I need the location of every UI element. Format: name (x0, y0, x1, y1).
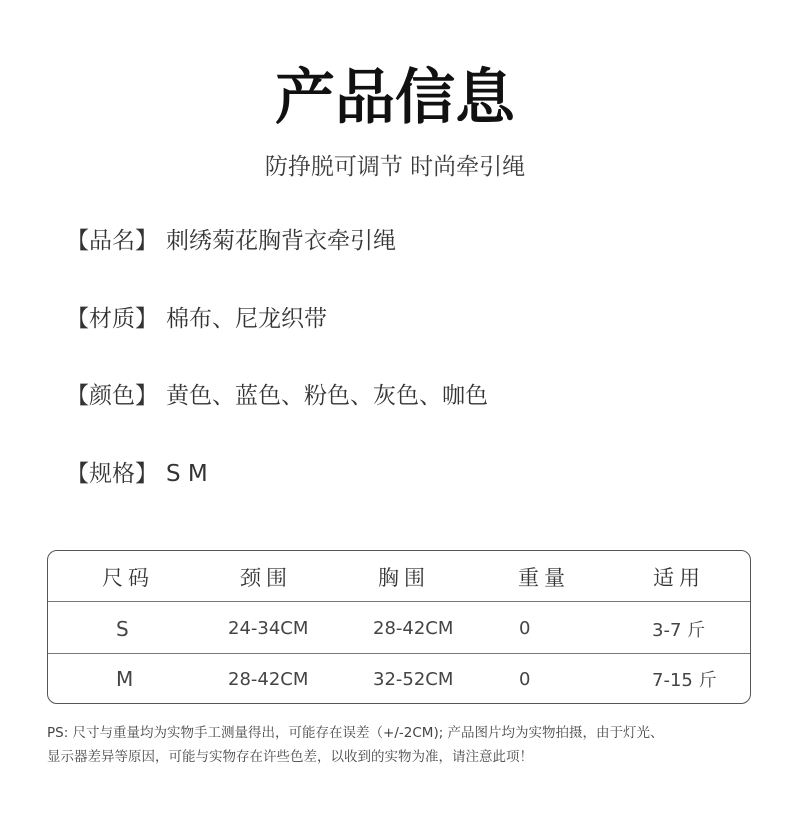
table-divider (48, 653, 750, 654)
info-value-name: 刺绣菊花胸背衣牵引绳 (166, 228, 396, 254)
table-row (48, 655, 750, 703)
info-value-material: 棉布、尼龙织带 (166, 306, 327, 332)
table-header-cell: 重量 (518, 565, 570, 590)
page-subtitle: 防挣脱可调节 时尚牵引绳 (264, 154, 526, 180)
info-label-material: 【材质】 (66, 306, 158, 332)
table-header-cell: 胸围 (378, 565, 430, 590)
table-cell: M (116, 667, 134, 691)
page-title: 产品信息 (275, 63, 515, 133)
size-table (47, 550, 751, 704)
table-row (48, 603, 750, 654)
table-cell: 32-52CM (373, 668, 454, 690)
disclaimer-line-1: PS: 尺寸与重量均为实物手工测量得出，可能存在误差（+/-2CM); 产品图片均为实物拍摄，由于灯光、 (47, 725, 664, 741)
info-row-material (66, 304, 327, 334)
disclaimer-line-2: 显示器差异等原因，可能与实物存在许些色差，以收到的实物为准，请注意此项！ (47, 749, 533, 765)
table-cell: 0 (519, 668, 531, 690)
info-label-size: 【规格】 (66, 461, 158, 487)
info-value-size: S M (166, 461, 208, 487)
info-label-color: 【颜色】 (66, 383, 158, 409)
table-header-cell: 尺码 (102, 565, 154, 590)
table-cell: 28-42CM (228, 668, 309, 690)
table-cell: 3-7 斤 (652, 619, 706, 641)
info-label-name: 【品名】 (66, 228, 158, 254)
table-header-cell: 适用 (653, 565, 705, 590)
info-row-color (66, 381, 488, 411)
table-cell: 28-42CM (373, 618, 454, 639)
table-header-cell: 颈围 (240, 565, 292, 590)
table-cell: S (116, 616, 129, 641)
table-cell: 0 (519, 618, 531, 639)
info-row-size (66, 459, 208, 489)
info-row-name (66, 226, 396, 256)
table-divider (48, 601, 750, 602)
info-value-color: 黄色、蓝色、粉色、灰色、咖色 (166, 383, 488, 409)
table-header-row (48, 551, 750, 602)
table-cell: 7-15 斤 (652, 670, 717, 691)
table-cell: 24-34CM (228, 618, 309, 639)
